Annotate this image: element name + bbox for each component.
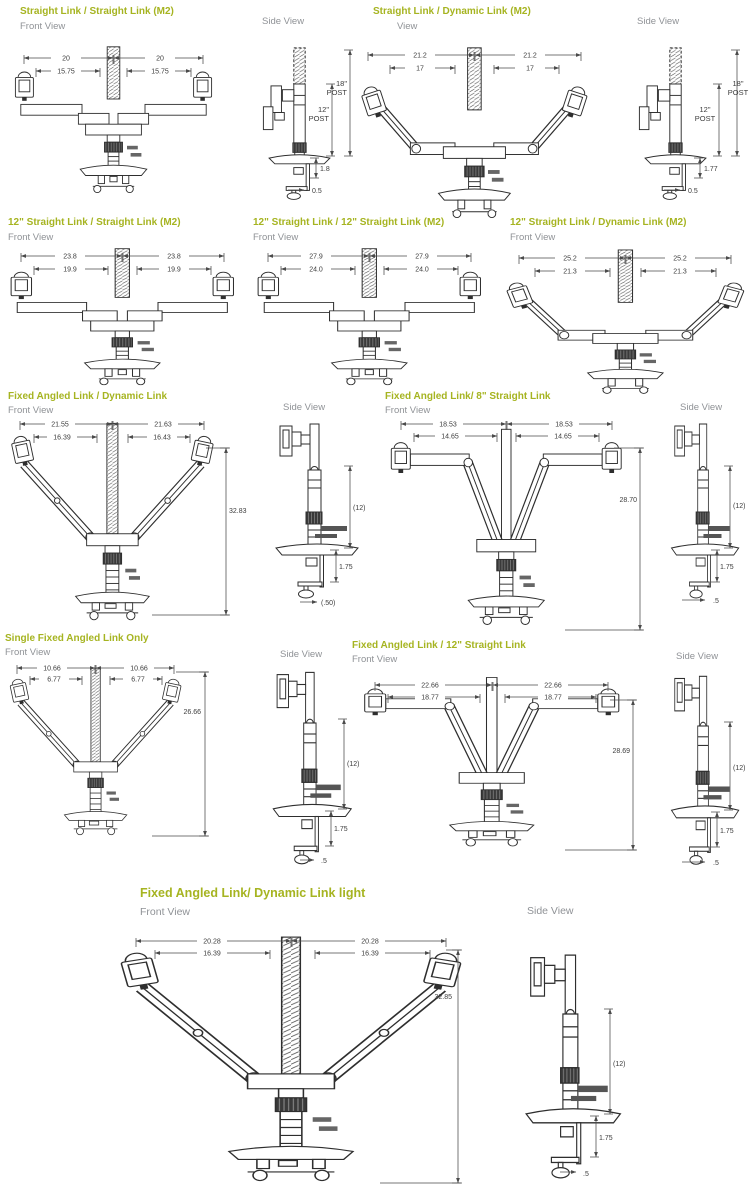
front-view-label: Front View bbox=[385, 405, 431, 416]
panel-fixed-angled-dynamic-light bbox=[119, 886, 620, 1181]
panel-title: 12" Straight Link / 12" Straight Link (M2) bbox=[253, 217, 445, 228]
dim-label: 16.39 bbox=[53, 434, 71, 442]
dim-label: 6.77 bbox=[131, 676, 145, 684]
panel-title: Fixed Angled Link / 12" Straight Link bbox=[352, 640, 526, 651]
dim-label: (12) bbox=[347, 761, 360, 768]
panel-title: Straight Link / Straight Link (M2) bbox=[20, 6, 174, 17]
dim-label: POST bbox=[326, 88, 347, 97]
side-view-drawing bbox=[273, 672, 351, 863]
dim-label: .5 bbox=[583, 1171, 589, 1178]
dim-label: 27.9 bbox=[309, 253, 323, 261]
dim-label: 1.75 bbox=[339, 564, 353, 571]
dim-label: (12) bbox=[353, 505, 366, 512]
dim-label: 25.2 bbox=[673, 255, 687, 263]
front-view-label: View bbox=[397, 21, 418, 32]
panel-straight-straight-m2 bbox=[15, 6, 330, 199]
side-view-label: Side View bbox=[262, 16, 305, 27]
panel-title: Fixed Angled Link / Dynamic Link bbox=[8, 391, 168, 402]
dim-label: 20 bbox=[156, 55, 164, 63]
dim-label: 1.75 bbox=[599, 1135, 613, 1142]
front-view-drawing bbox=[119, 937, 463, 1180]
panel-12straight-straight-m2 bbox=[8, 217, 233, 385]
front-view-label: Front View bbox=[510, 232, 556, 243]
dim-label: .5 bbox=[321, 858, 327, 865]
dim-label: 21.2 bbox=[523, 52, 537, 60]
side-view-drawing bbox=[276, 424, 358, 598]
front-view-label: Front View bbox=[253, 232, 299, 243]
panel-fixed-angled-12straight bbox=[352, 640, 739, 864]
dim-label: (12) bbox=[733, 503, 746, 510]
side-view-label: Side View bbox=[527, 905, 574, 917]
dim-label: 1.75 bbox=[334, 826, 348, 833]
dim-label: 23.8 bbox=[63, 253, 77, 261]
dim-label: 1.75 bbox=[720, 828, 734, 835]
dim-label: 20.28 bbox=[361, 938, 379, 946]
dim-label: 10.66 bbox=[130, 665, 148, 673]
dim-label: 18.53 bbox=[439, 421, 457, 429]
dim-label: 17 bbox=[416, 65, 424, 73]
front-view-drawing bbox=[15, 47, 211, 193]
dim-label: 24.0 bbox=[309, 266, 323, 274]
dim-label: (12) bbox=[613, 1061, 626, 1068]
panel-straight-dynamic-m2 bbox=[360, 6, 706, 218]
dim-label: 6.77 bbox=[47, 676, 61, 684]
dim-label: 15.75 bbox=[57, 68, 75, 76]
dim-label: 1.77 bbox=[704, 166, 718, 173]
panel-12straight-12straight-m2 bbox=[253, 217, 480, 385]
dim-label: 16.43 bbox=[153, 434, 171, 442]
dim-label: 14.65 bbox=[554, 433, 572, 441]
dim-label: 32.83 bbox=[229, 508, 247, 515]
dim-label: 16.39 bbox=[361, 950, 379, 958]
front-view-drawing bbox=[365, 677, 619, 846]
dim-label: 18" bbox=[335, 79, 347, 88]
dim-label: 1.75 bbox=[720, 564, 734, 571]
dim-label: 12" bbox=[699, 105, 711, 114]
dim-label: 28.69 bbox=[612, 748, 630, 755]
panel-title: Single Fixed Angled Link Only bbox=[5, 633, 149, 644]
dim-label: 19.9 bbox=[63, 266, 77, 274]
dim-label: .5 bbox=[713, 598, 719, 605]
panel-12straight-dynamic-m2 bbox=[505, 217, 746, 393]
panel-title: Straight Link / Dynamic Link (M2) bbox=[373, 6, 531, 17]
panel-title: 12" Straight Link / Dynamic Link (M2) bbox=[510, 217, 687, 228]
dim-label: 21.63 bbox=[154, 421, 172, 429]
panel-title: 12" Straight Link / Straight Link (M2) bbox=[8, 217, 181, 228]
dim-label: 18" bbox=[732, 79, 744, 88]
side-view-drawing bbox=[263, 48, 330, 200]
side-view-label: Side View bbox=[637, 16, 680, 27]
side-view-label: Side View bbox=[680, 402, 723, 413]
dim-label: (12) bbox=[733, 765, 746, 772]
front-view-label: Front View bbox=[8, 232, 54, 243]
dim-label: 21.2 bbox=[413, 52, 427, 60]
front-view-drawing bbox=[360, 48, 589, 218]
dim-label: 20.28 bbox=[203, 938, 221, 946]
front-view-label: Front View bbox=[8, 405, 54, 416]
front-view-label: Front View bbox=[352, 654, 398, 665]
dim-label: 20 bbox=[62, 55, 70, 63]
dim-label: 21.55 bbox=[51, 421, 69, 429]
dim-label: 24.0 bbox=[415, 266, 429, 274]
dim-label: 26.66 bbox=[183, 709, 201, 716]
dim-label: 15.75 bbox=[151, 68, 169, 76]
dim-label: 18.53 bbox=[555, 421, 573, 429]
side-view-drawing bbox=[639, 48, 706, 200]
dim-label: 16.39 bbox=[203, 950, 221, 958]
side-view-label: Side View bbox=[280, 649, 323, 660]
front-view-drawing bbox=[391, 429, 621, 624]
panel-title: Fixed Angled Link/ Dynamic Link light bbox=[140, 886, 366, 900]
dim-label: 0.5 bbox=[688, 188, 698, 195]
side-view-label: Side View bbox=[676, 651, 719, 662]
dim-label: 32.85 bbox=[434, 994, 452, 1001]
dim-label: 19.9 bbox=[167, 266, 181, 274]
side-view-drawing bbox=[526, 955, 620, 1178]
dim-label: .5 bbox=[713, 860, 719, 867]
dim-label: 21.3 bbox=[673, 268, 687, 276]
dim-label: 18.77 bbox=[544, 694, 562, 702]
dim-label: 23.8 bbox=[167, 253, 181, 261]
front-view-drawing bbox=[10, 423, 214, 619]
side-view-drawing bbox=[671, 676, 738, 864]
dim-label: 10.66 bbox=[43, 665, 61, 673]
dim-label: 28.70 bbox=[619, 497, 637, 504]
dim-label: 25.2 bbox=[563, 255, 577, 263]
dim-label: 22.66 bbox=[421, 682, 439, 690]
front-view-label: Front View bbox=[20, 21, 66, 32]
dim-label: 0.5 bbox=[312, 188, 322, 195]
dim-label: POST bbox=[727, 88, 749, 97]
dim-label: 1.8 bbox=[320, 166, 330, 173]
dim-label: 21.3 bbox=[563, 268, 577, 276]
front-view-label: Front View bbox=[140, 906, 190, 918]
dim-label: POST bbox=[308, 114, 329, 123]
front-view-label: Front View bbox=[5, 647, 51, 658]
front-view-drawing bbox=[505, 250, 746, 394]
dim-label: 27.9 bbox=[415, 253, 429, 261]
dim-label: 17 bbox=[526, 65, 534, 73]
dim-label: 14.65 bbox=[441, 433, 459, 441]
dim-label: POST bbox=[694, 114, 716, 123]
side-view-label: Side View bbox=[283, 402, 326, 413]
front-view-drawing bbox=[9, 665, 182, 835]
dim-label: (.50) bbox=[321, 600, 336, 607]
dim-label: 12" bbox=[317, 105, 329, 114]
panel-title: Fixed Angled Link/ 8" Straight Link bbox=[385, 391, 551, 402]
side-view-drawing bbox=[671, 424, 738, 598]
dim-label: 22.66 bbox=[544, 682, 562, 690]
dim-label: 18.77 bbox=[421, 694, 439, 702]
